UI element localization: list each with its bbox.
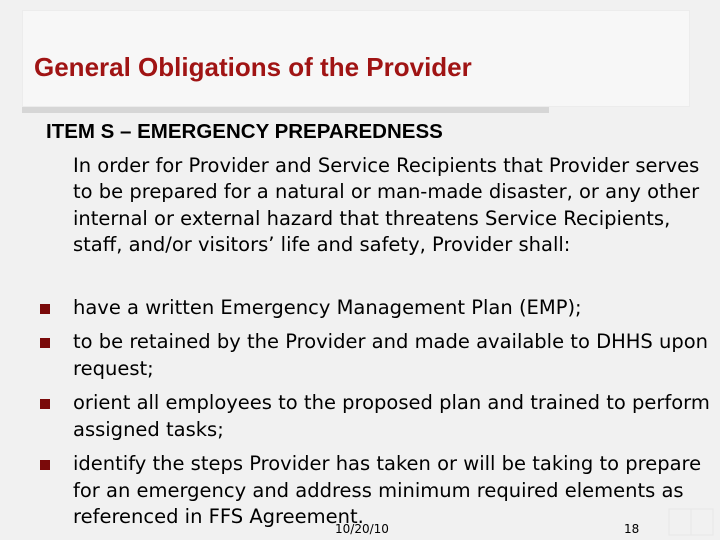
square-bullet-icon: [40, 304, 50, 314]
footer-date: 10/20/10: [335, 522, 389, 536]
bullet-text: to be retained by the Provider and made available to DHHS upon request;: [73, 330, 709, 380]
square-bullet-icon: [40, 338, 50, 348]
title-underline: [22, 107, 549, 113]
bullet-text: have a written Emergency Management Plan (EMP);: [73, 296, 582, 319]
watermark-logo-graphic: [668, 508, 714, 536]
section-heading: ITEM S – EMERGENCY PREPAREDNESS: [46, 120, 443, 143]
slide-title: General Obligations of the Provider: [34, 52, 472, 82]
bullet-text: identify the steps Provider has taken or will be taking to prepare for an emergency and address minimum required elements as referenced in FFS Agreement.: [73, 452, 702, 528]
page-number: 18: [624, 522, 640, 536]
watermark-logo-icon: [668, 508, 714, 536]
bullet-text: orient all employees to the proposed plan and trained to perform assigned tasks;: [73, 391, 710, 441]
square-bullet-icon: [40, 399, 50, 409]
intro-paragraph: In order for Provider and Service Recipients that Provider serves to be prepared for a natural or man-made disaster, or any other internal or external hazard that threatens Service Recipients, staff, and/or visitors’ life and safety, Provider shall:: [73, 154, 700, 256]
square-bullet-icon: [40, 460, 50, 470]
